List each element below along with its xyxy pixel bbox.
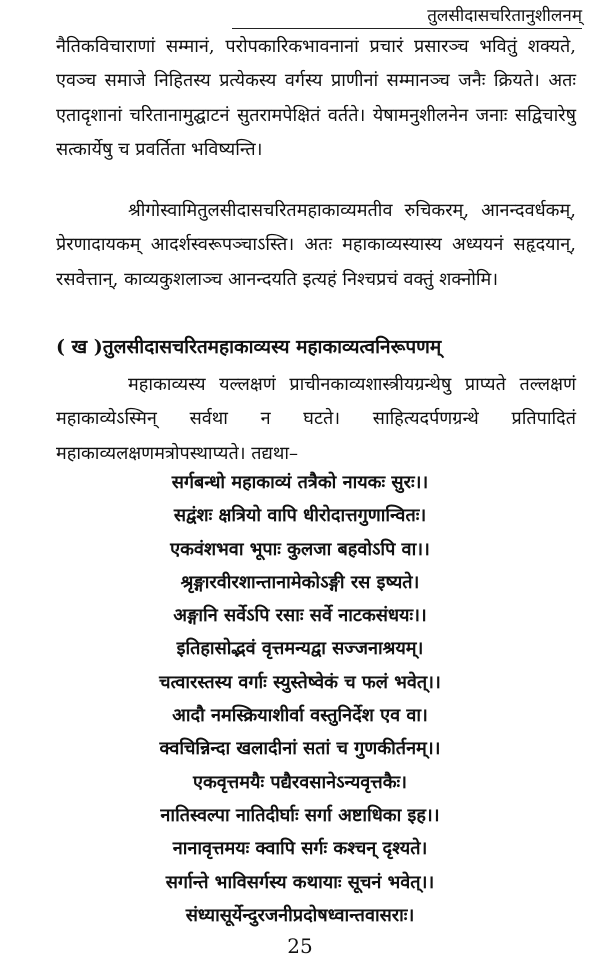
verse-line: एकवंशभवा भूपाः कुलजा बहवोऽपि वा।। [170, 538, 430, 560]
verse-line: इतिहासोद्भवं वृत्तमन्यद्वा सज्जनाश्रयम्। [176, 638, 424, 660]
verse-line: सर्गान्ते भाविसर्गस्य कथायाः सूचनं भवेत्।। [165, 871, 435, 893]
verse-line: श्रृङ्गारवीरशान्तानामेकोऽङ्गी रस इष्यते। [180, 571, 420, 593]
section-heading: ( ख )तुलसीदासचरितमहाकाव्यस्य महाकाव्यत्वनिरूपणम् [56, 336, 442, 358]
page-number: 25 [287, 934, 313, 958]
section-paragraph: महाकाव्यस्य यल्लक्षणं प्राचीनकाव्यशास्त्रीयग्रन्थेषु प्राप्यते तल्लक्षणं महाकाव्येऽस्मिन् सर्वथा न घटते। साहित्यदर्पणग्रन्थे प्रतिपादितं महाकाव्यलक्षणमत्रोपस्थाप्यते। तद्यथा– [56, 374, 576, 464]
verse-line: आदौ नमस्क्रियाशीर्वा वस्तुनिर्देश एव वा। [172, 705, 428, 727]
header-rule [232, 28, 582, 29]
verse-line: क्वचिन्निन्दा खलादीनां सतां च गुणकीर्तनम्।। [159, 738, 441, 760]
verse-line: अङ्गानि सर्वेऽपि रसाः सर्वे नाटकसंधयः।। [173, 605, 427, 627]
verse-line: सद्वंशः क्षत्रियो वापि धीरोदात्तगुणान्वितः। [173, 505, 427, 527]
body-paragraph: श्रीगोस्वामितुलसीदासचरितमहाकाव्यमतीव रुचिकरम्, आनन्दवर्धकम्, प्रेरणादायकम् आदर्शस्वरूपञ्चाऽस्ति। अतः महाकाव्यस्यास्य अध्ययनं सहृदयान्, रसवेत्तान्, काव्यकुशलाञ्च आनन्दयति इत्यहं निश्चप्रचं वक्तुं शक्नोमि। [56, 200, 576, 290]
body-paragraph: नैतिकविचाराणां सम्मानं, परोपकारिकभावनानां प्रचारं प्रसारञ्च भवितुं शक्यते, एवञ्च समाजे निहितस्य प्रत्येकस्य वर्गस्य प्राणीनां सम्मानञ्च जनैः क्रियते। अतः एतादृशानां चरितानामुद्घाटनं सुतरामपेक्षितं वर्तते। येषामनुशीलनेन जनाः सद्विचारेषु सत्कार्येषु च प्रवर्तिता भविष्यन्ति। [56, 36, 576, 160]
verse-line: नानावृत्तमयः क्वापि सर्गः कश्चन् दृश्यते। [172, 838, 428, 860]
verse-line: चत्वारस्तस्य वर्गाः स्युस्तेष्वेकं च फलं भवेत्।। [159, 671, 441, 693]
verse-block [0, 466, 600, 932]
verse-line: एकवृत्तमयैः पद्यैरवसानेऽन्यवृत्तकैः। [193, 771, 407, 793]
verse-line: संध्यासूर्येन्दुरजनीप्रदोषध्वान्तवासराः। [185, 904, 415, 926]
verse-line: नातिस्वल्पा नातिदीर्घाः सर्गा अष्टाधिका इह।। [160, 804, 440, 826]
verse-line: सर्गबन्धो महाकाव्यं तत्रैको नायकः सुरः।। [171, 472, 429, 493]
running-head: तुलसीदासचरितानुशीलनम् [427, 6, 582, 26]
